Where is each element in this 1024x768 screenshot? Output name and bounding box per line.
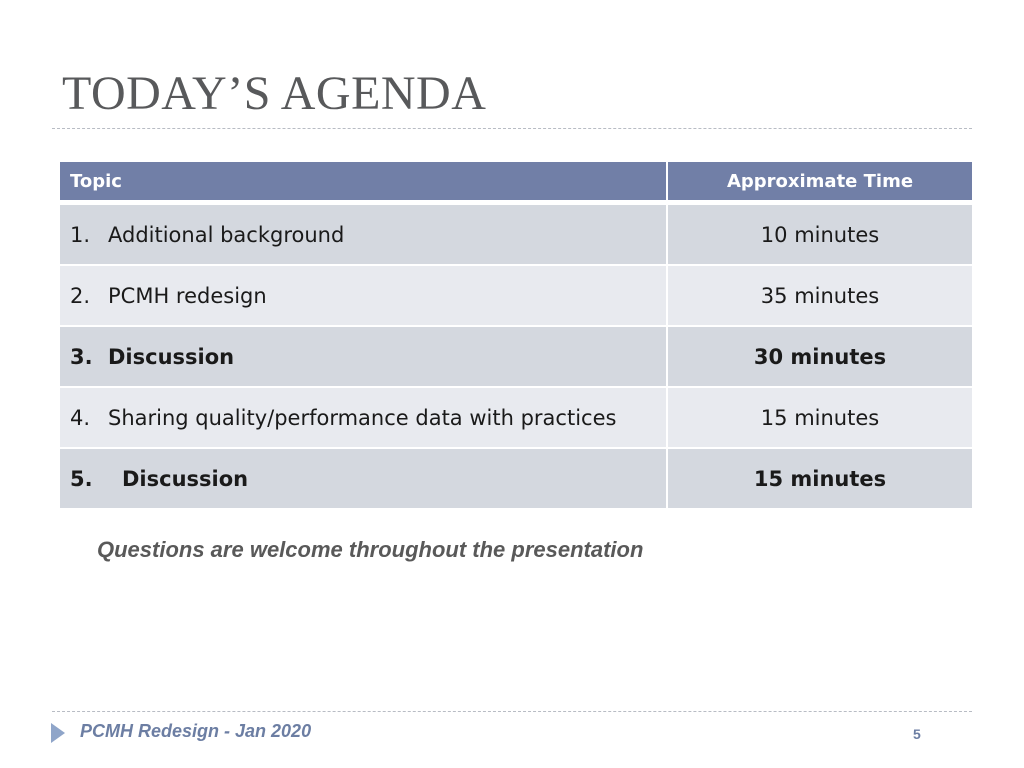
item-number: 5. <box>70 466 93 491</box>
table-row <box>60 447 972 508</box>
topic-cell <box>60 447 666 508</box>
table-row <box>60 325 972 386</box>
agenda-table <box>60 162 972 508</box>
item-number: 2. <box>70 283 91 308</box>
item-number: 1. <box>70 222 91 247</box>
topic-text: Discussion <box>122 466 249 491</box>
topic-cell <box>60 386 666 447</box>
footer-text: PCMH Redesign - Jan 2020 <box>80 721 312 741</box>
topic-text: Additional background <box>108 222 345 247</box>
topic-cell <box>60 325 666 386</box>
table-row <box>60 264 972 325</box>
title-divider <box>52 128 972 129</box>
header-topic: Topic <box>60 162 666 203</box>
table-row <box>60 203 972 264</box>
time-cell: 15 minutes <box>666 447 972 508</box>
table-header-row <box>60 162 972 203</box>
topic-text: PCMH redesign <box>108 283 267 308</box>
time-cell: 35 minutes <box>666 264 972 325</box>
time-cell: 30 minutes <box>666 325 972 386</box>
questions-note: Questions are welcome throughout the presentation <box>97 537 644 562</box>
topic-cell <box>60 203 666 264</box>
slide-title: TODAY’S AGENDA <box>62 67 487 120</box>
time-cell: 15 minutes <box>666 386 972 447</box>
item-number: 3. <box>70 344 93 369</box>
header-approximate-time: Approximate Time <box>666 162 972 203</box>
footer-divider <box>52 711 972 712</box>
table-row <box>60 386 972 447</box>
topic-text: Sharing quality/performance data with practices <box>108 405 617 430</box>
item-number: 4. <box>70 405 91 430</box>
topic-cell <box>60 264 666 325</box>
topic-text: Discussion <box>108 344 235 369</box>
page-number: 5 <box>913 726 921 742</box>
time-cell: 10 minutes <box>666 203 972 264</box>
triangle-right-icon <box>51 723 65 743</box>
